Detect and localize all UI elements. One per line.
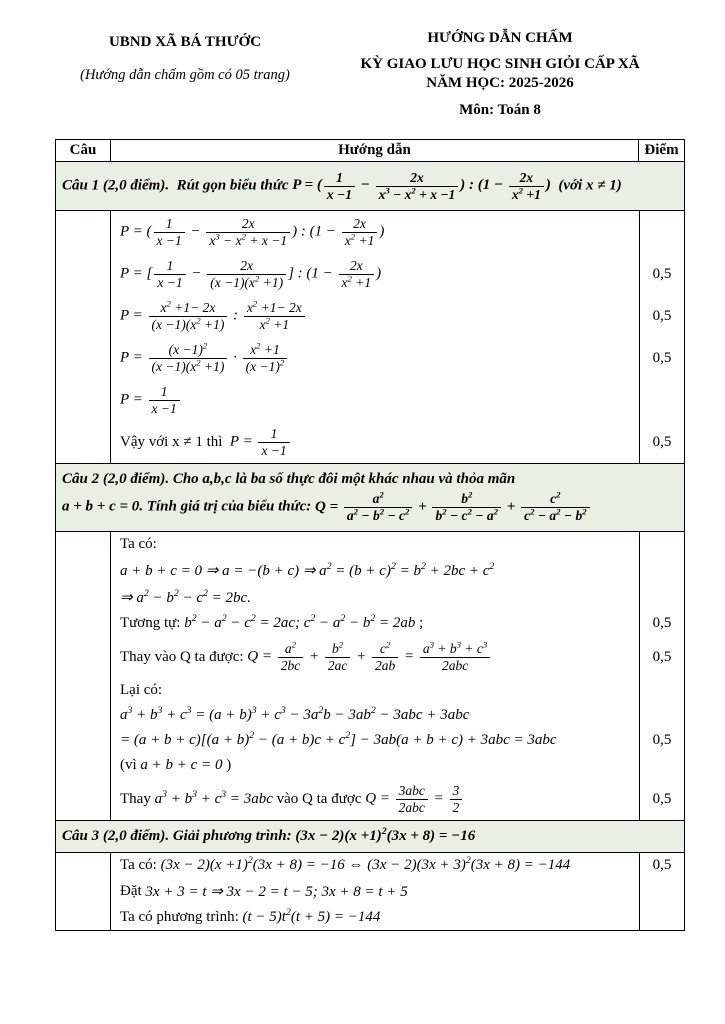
score-cell — [639, 557, 684, 584]
math-expression: 3x + 3 = t ⇒ 3x − 2 = t − 5; 3x + 8 = t + 5 — [145, 884, 408, 901]
solution-content — [111, 703, 639, 728]
fraction: $\frac{1}{x -1}$ — [324, 170, 355, 202]
solution-content — [111, 778, 639, 820]
text-run: ; — [415, 615, 424, 632]
solution-line — [111, 295, 684, 337]
score-cell: 0,5 — [639, 853, 684, 878]
fraction: $\frac{x^2 +1- 2x}{x^2 +1}$ — [244, 300, 305, 332]
fraction: $\frac{2x}{(x -1)(x^2 +1)}$ — [207, 258, 286, 290]
header-left-block — [55, 30, 315, 119]
score-cell — [639, 905, 684, 930]
solution-content — [111, 636, 639, 678]
solution-line — [111, 853, 684, 878]
score-cell: 0,5 — [639, 611, 684, 636]
solution-content — [111, 295, 639, 337]
score-cell: 0,5 — [639, 778, 684, 820]
math-expression: P = [ $\frac{1}{x -1}$ − $\frac{2x}{(x -1)(x^2 +1)}$ ] : (1 − $\frac{2x}{x^2 +1}$ ) — [120, 258, 382, 290]
grading-table — [55, 139, 685, 931]
fraction: $\frac{a^2}{2bc}$ — [278, 641, 304, 673]
score-cell: 0,5 — [639, 636, 684, 678]
math-expression: P = ( $\frac{1}{x -1}$ − $\frac{2x}{x^3 - x^2 + x -1}$ ) : (1 − $\frac{2x}{x^2 +1}$ ) — [292, 170, 551, 202]
math-expression: $(3x - 2)(x +1)^2(3x + 8) = -16$ — [295, 826, 476, 845]
issuing-org: UBND XÃ BÁ THƯỚC — [108, 34, 262, 50]
fraction: $\frac{x^2 +1- 2x}{(x -1)(x^2 +1)}$ — [149, 300, 228, 332]
math-expression: a + b + c = 0 — [140, 757, 223, 774]
score-cell: 0,5 — [639, 337, 684, 379]
fraction: $\frac{2x}{x^3 - x^2 + x -1}$ — [206, 216, 290, 248]
math-expression: $(t - 5)t^2(t + 5) = -144$ — [242, 907, 381, 926]
solution-content — [111, 678, 639, 703]
text-run: Câu 3 (2,0 điểm). Giải phương trình: — [62, 828, 296, 845]
document-header — [55, 30, 685, 119]
solution-content — [111, 584, 639, 611]
solution-line — [111, 211, 684, 253]
table-header-row — [56, 140, 684, 162]
solution-content — [111, 728, 639, 753]
score-cell: 0,5 — [639, 295, 684, 337]
solution-line — [111, 379, 684, 421]
table-body — [56, 162, 684, 930]
question-text-line — [62, 470, 676, 489]
math-expression: = $(a + b + c)[(a + b)^2 - (a + b)c + c^2] - 3ab(a + b + c) + 3abc = 3abc$ — [120, 730, 557, 749]
solution-lines — [111, 853, 684, 930]
solution-line — [111, 905, 684, 930]
solution-content — [111, 878, 639, 905]
grading-note: (Hướng dẫn chấm gồm có 05 trang) — [80, 67, 290, 83]
fraction: $\frac{3}{2}$ — [450, 783, 463, 815]
math-expression: P = ( $\frac{1}{x -1}$ − $\frac{2x}{x^3 - x^2 + x -1}$ ) : (1 − $\frac{2x}{x^2 +1}$ ) — [120, 216, 385, 248]
solution-content — [111, 337, 639, 379]
solution-line — [111, 778, 684, 820]
math-expression: P = $\frac{x^2 +1- 2x}{(x -1)(x^2 +1)}$ : $\frac{x^2 +1- 2x}{x^2 +1}$ — [120, 299, 307, 333]
solution-content — [111, 853, 639, 878]
solution-line — [111, 753, 684, 778]
text-run: Ta có: — [120, 857, 161, 874]
fraction: $\frac{2x}{x^2 +1}$ — [509, 170, 544, 202]
math-expression: $a^3 + b^3 + c^3 = (a + b)^3 + c^3 - 3a^2b - 3ab^2 - 3abc + 3abc$ — [120, 705, 470, 724]
fraction: $\frac{1}{x -1}$ — [149, 384, 180, 416]
text-run: Thay vào Q ta được: — [120, 648, 248, 665]
solution-line — [111, 584, 684, 611]
answer-block-answer-cau-1 — [56, 211, 684, 464]
solution-line — [111, 636, 684, 678]
text-run: Câu 1 (2,0 điểm). Rút gọn biểu thức — [62, 177, 293, 194]
math-expression: $a^3 + b^3 + c^3 = 3abc$ — [154, 788, 273, 807]
answer-block-answer-cau-3 — [56, 853, 684, 930]
math-expression: P = $\frac{1}{x -1}$ — [120, 383, 182, 417]
fraction: $\frac{a^3 + b^3 + c^3}{\text{2abc}}$ — [420, 641, 490, 673]
column-header-diem: Điểm — [644, 142, 679, 158]
math-expression: a + b + c = 0 — [62, 498, 140, 515]
solution-line — [111, 532, 684, 557]
math-expression: $(3x - 2)(x +1)^2(3x + 8) = -16$ ⇔ $(3x - 2)(3x + 3)^2(3x + 8) = -144$ — [160, 855, 571, 874]
text-run: Thay — [120, 790, 155, 807]
score-cell — [639, 379, 684, 421]
fraction: $\frac{a^2}{a^2 - b^2 - c^2}$ — [344, 491, 413, 523]
solution-lines — [111, 211, 684, 463]
solution-line — [111, 728, 684, 753]
solution-content — [111, 532, 639, 557]
question-band-cau-1 — [56, 162, 684, 211]
doc-title: HƯỚNG DẪN CHẤM — [427, 30, 573, 46]
cau-cell-empty — [56, 532, 111, 820]
school-year: NĂM HỌC: 2025-2026 — [426, 75, 574, 91]
solution-content — [111, 253, 639, 295]
solution-line — [111, 557, 684, 584]
solution-lines — [111, 532, 684, 820]
question-band-cau-2 — [56, 464, 684, 532]
fraction: $\frac{b^2}{2ac}$ — [325, 641, 351, 673]
fraction: $\frac{2x}{x^2 +1}$ — [342, 216, 378, 248]
text-run: vào Q ta được — [272, 790, 366, 807]
solution-line — [111, 703, 684, 728]
math-expression: ⇒ $a^2 - b^2 - c^2 = 2bc$. — [120, 588, 251, 607]
solution-content — [111, 211, 639, 253]
score-cell — [639, 678, 684, 703]
score-cell — [639, 703, 684, 728]
fraction: $\frac{1}{x -1}$ — [154, 258, 185, 290]
solution-content — [111, 421, 639, 463]
column-header-cau: Câu — [56, 140, 111, 161]
text-run: Tương tự: — [120, 615, 185, 632]
question-text-line — [62, 489, 676, 525]
fraction: $\frac{x^2 +1}{(x -1)^2}$ — [243, 342, 288, 374]
exam-name: KỲ GIAO LƯU HỌC SINH GIỎI CẤP XÃ — [360, 56, 640, 72]
math-expression: P = $\frac{1}{x -1}$ — [230, 425, 292, 459]
question-band-cau-3 — [56, 821, 684, 853]
text-run: Ta có phương trình: — [120, 909, 243, 926]
solution-line — [111, 337, 684, 379]
solution-content — [111, 611, 639, 636]
question-text-line — [62, 168, 676, 204]
solution-content — [111, 905, 639, 930]
solution-line — [111, 878, 684, 905]
score-cell — [639, 584, 684, 611]
score-cell — [639, 532, 684, 557]
cau-cell-empty — [56, 853, 111, 930]
cau-cell-empty — [56, 211, 111, 463]
fraction: $\frac{(x -1)^2}{(x -1)(x^2 +1)}$ — [149, 342, 228, 374]
answer-block-answer-cau-2 — [56, 532, 684, 821]
solution-line — [111, 253, 684, 295]
text-run: (vì — [120, 757, 141, 774]
solution-line — [111, 421, 684, 463]
score-cell — [639, 211, 684, 253]
score-cell: 0,5 — [639, 728, 684, 753]
solution-line — [111, 611, 684, 636]
subject-line: Môn: Toán 8 — [459, 102, 541, 118]
header-right-block — [315, 30, 685, 119]
fraction: $\frac{c^2}{2ab}$ — [372, 641, 398, 673]
text-run: Lại có: — [120, 682, 163, 699]
fraction: $\frac{\text{3abc}}{\text{2abc}}$ — [396, 783, 428, 815]
math-expression: Q = $\frac{a^2}{2bc}$ + $\frac{b^2}{2ac}$ + $\frac{c^2}{2ab}$ = $\frac{a^3 + b^3 + c^3}{\text{2abc}}$ — [247, 640, 492, 674]
fraction: $\frac{1}{x -1}$ — [258, 426, 289, 458]
fraction: $\frac{b^2}{b^2 - c^2 - a^2}$ — [432, 491, 501, 523]
solution-line — [111, 678, 684, 703]
text-run: Ta có: — [120, 536, 157, 553]
fraction: $\frac{2x}{x^2 +1}$ — [339, 258, 375, 290]
text-run: (với x ≠ 1) — [550, 177, 622, 194]
text-run: Vậy với x ≠ 1 thì — [120, 433, 230, 450]
solution-content — [111, 557, 639, 584]
math-expression: $b^2 - a^2 - c^2 = 2ac$; $c^2 - a^2 - b^2 = 2ab$ — [184, 613, 416, 632]
math-expression: Q = $\frac{a^2}{a^2 - b^2 - c^2}$ + $\frac{b^2}{b^2 - c^2 - a^2}$ + $\frac{c^2}{c^2 - a^2 - b^2}$ — [315, 499, 592, 515]
score-cell: 0,5 — [639, 253, 684, 295]
question-text-line — [62, 827, 676, 846]
solution-content — [111, 753, 639, 778]
fraction: $\frac{1}{x -1}$ — [154, 216, 185, 248]
text-run: Câu 2 (2,0 điểm). Cho a,b,c là ba số thực đôi một khác nhau và thỏa mãn — [62, 471, 516, 488]
math-expression: a + b + c = 0 ⇒ a = −(b + c) ⇒ $a^2 = (b + c)^2 = b^2 + 2bc + c^2$ — [120, 561, 495, 580]
solution-content — [111, 379, 639, 421]
text-run: . Tính giá trị của biểu thức: — [139, 498, 315, 515]
column-header-huongdan: Hướng dẫn — [111, 140, 639, 161]
text-run: Đặt — [120, 883, 146, 900]
score-cell — [639, 753, 684, 778]
math-expression: Q = $\frac{\text{3abc}}{\text{2abc}}$ = $\frac{3}{2}$ — [365, 782, 464, 816]
fraction: $\frac{2x}{x^3 - x^2 + x -1}$ — [376, 170, 459, 202]
math-expression: P = $\frac{(x -1)^2}{(x -1)(x^2 +1)}$ · $\frac{x^2 +1}{(x -1)^2}$ — [120, 341, 289, 375]
score-cell: 0,5 — [639, 421, 684, 463]
text-run: ) — [222, 757, 232, 774]
score-cell — [639, 878, 684, 905]
fraction: $\frac{c^2}{c^2 - a^2 - b^2}$ — [521, 491, 590, 523]
